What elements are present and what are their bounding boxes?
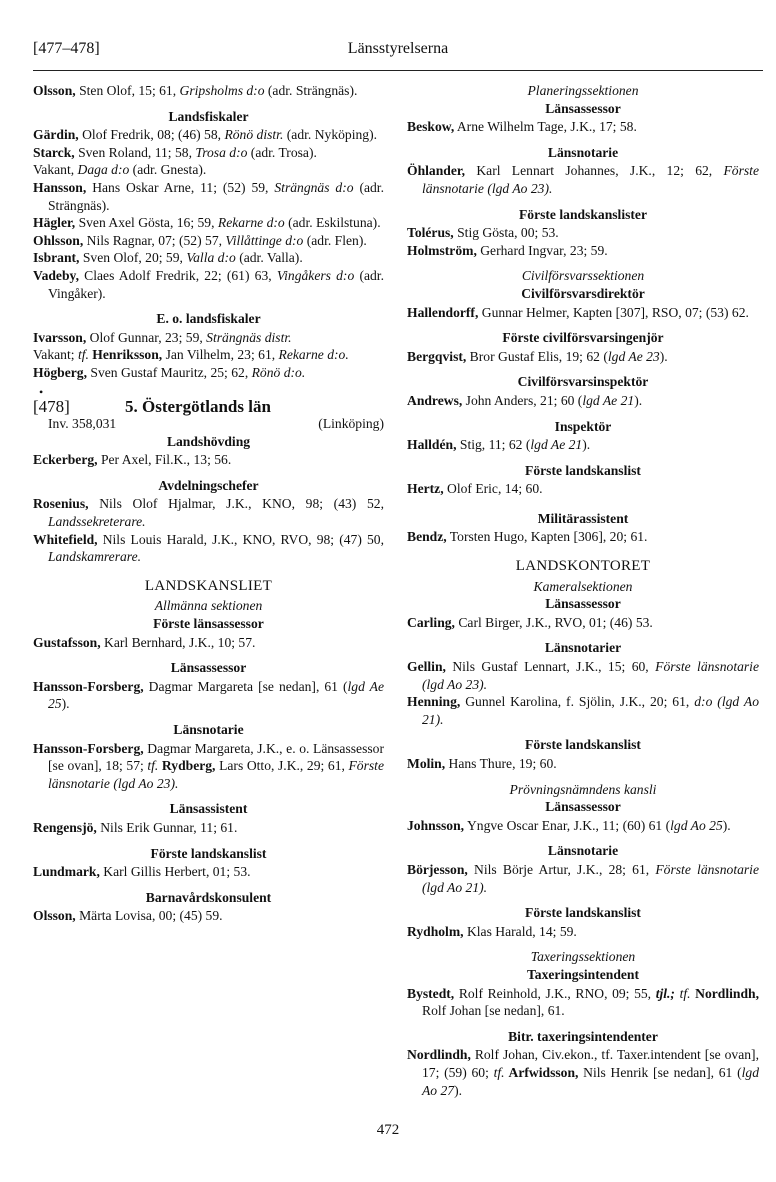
heading: Landsfiskaler [168, 108, 249, 124]
heading: Länsassessor [545, 799, 621, 815]
entry: Öhlander, Karl Lennart Johannes, J.K., 12; 62, Förste länsnotarie (lgd Ao 23). [407, 163, 759, 196]
entry: Andrews, John Anders, 21; 60 (lgd Ae 21). [407, 392, 643, 408]
county-number: [478] [33, 396, 70, 416]
heading: Militärassistent [537, 510, 629, 526]
header-rule [33, 70, 763, 71]
right-column [407, 82, 759, 1099]
entry: Carling, Carl Birger, J.K., RVO, 01; (46) 53. [407, 614, 653, 630]
subsection-title: Planeringssektionen [527, 83, 639, 98]
entry: Eckerberg, Per Axel, Fil.K., 13; 56. [33, 452, 232, 468]
heading: Förste civilförsvarsingenjör [502, 330, 664, 346]
heading: Civilförsvarsdirektör [521, 285, 645, 301]
entry: Hansson, Hans Oskar Arne, 11; (52) 59, Strängnäs d:o (adr. Strängnäs). [33, 179, 384, 213]
entry: Bergqvist, Bror Gustaf Elis, 19; 62 (lgd Ae 23). [407, 348, 668, 364]
section-title: LANDSKONTORET [515, 558, 651, 575]
entry: Halldén, Stig, 11; 62 (lgd Ae 21). [407, 437, 591, 453]
entry: Hansson-Forsberg, Dagmar Margareta, J.K., e. o. Länsassessor [se ovan], 18; 57; tf. Rydberg, Lars Otto, J.K., 29; 61, Förste länsnotarie (lgd Ao 23). [33, 740, 384, 791]
heading: Landshövding [166, 433, 251, 449]
entry: Nordlindh, Rolf Johan, Civ.ekon., tf. Taxer.intendent [se ovan], 17; (59) 60; tf. Arfwidsson, Nils Henrik [se nedan], 61 (lgd Ao 27). [407, 1047, 759, 1098]
entry: Hertz, Olof Eric, 14; 60. [407, 481, 543, 497]
entry: Holmström, Gerhard Ingvar, 23; 59. [407, 242, 608, 258]
heading: Civilförsvarsinspektör [517, 374, 649, 390]
running-title: Länsstyrelserna [347, 40, 449, 57]
entry: Börjesson, Nils Börje Artur, J.K., 28; 61, Förste länsnotarie (lgd Ao 21). [407, 861, 759, 895]
entry: Beskow, Arne Wilhelm Tage, J.K., 17; 58. [407, 119, 637, 135]
heading: E. o. landsfiskaler [156, 311, 261, 327]
heading: Förste landskanslist [525, 737, 641, 753]
entry: Starck, Sven Roland, 11; 58, Trosa d:o (adr. Trosa). [33, 144, 317, 160]
subsection-title: Taxeringssektionen [530, 949, 636, 965]
section-title: LANDSKANSLIET [144, 577, 273, 594]
entry: Lundmark, Karl Gillis Herbert, 01; 53. [33, 864, 251, 880]
heading: Förste landskanslist [150, 845, 267, 861]
page-number: 472 [376, 1122, 400, 1138]
page-range: [477–478] [33, 40, 100, 57]
page-header [33, 40, 763, 68]
entry: Vakant, Daga d:o (adr. Gnesta). [33, 162, 207, 178]
entry: Henning, Gunnel Karolina, f. Sjölin, J.K., 20; 61, d:o (lgd Ao 21). [407, 694, 760, 727]
entry: Hallendorff, Gunnar Helmer, Kapten [307], RSO, 07; (53) 62. [407, 304, 749, 320]
county-heading [33, 398, 384, 416]
entry: Olsson, Märta Lovisa, 00; (45) 59. [33, 908, 223, 924]
entry: Hägler, Sven Axel Gösta, 16; 59, Rekarne d:o (adr. Eskilstuna). [33, 215, 381, 231]
entry: Isbrant, Sven Olof, 20; 59, Valla d:o (adr. Valla). [33, 250, 303, 266]
heading: Barnavårdskonsulent [145, 889, 272, 905]
subsection-title: Kameralsektionen [533, 578, 633, 594]
subsection-title: Prövningsnämndens kansli [509, 781, 657, 797]
heading: Länsnotarie [547, 144, 619, 160]
subsection-title: Civilförsvarssektionen [521, 268, 645, 284]
entry: Johnsson, Yngve Oscar Enar, J.K., 11; (60) 61 (lgd Ao 25). [407, 817, 731, 833]
heading: Förste landskanslist [525, 462, 641, 478]
entry: Gustafsson, Karl Bernhard, J.K., 10; 57. [33, 634, 256, 650]
entry: Gellin, Nils Gustaf Lennart, J.K., 15; 60, Förste länsnotarie (lgd Ao 23). [407, 659, 759, 692]
entry: Vakant; tf. Henriksson, Jan Vilhelm, 23; 61, Rekarne d:o. [33, 347, 349, 363]
entry: Ivarsson, Olof Gunnar, 23; 59, Strängnäs distr. [33, 329, 292, 345]
county-seat: (Linköping) [318, 416, 384, 432]
entry: Högberg, Sven Gustaf Mauritz, 25; 62, Rönö d:o. [33, 364, 306, 380]
heading: Länsnotarie [173, 722, 244, 737]
entry: Vadeby, Claes Adolf Fredrik, 22; (61) 63, Vingåkers d:o (adr. Vingåker). [33, 267, 384, 301]
entry: Hansson-Forsberg, Dagmar Margareta [se nedan], 61 (lgd Ae 25). [33, 678, 384, 712]
heading: Länsassessor [545, 596, 621, 612]
entry: Rydholm, Klas Harald, 14; 59. [407, 923, 577, 939]
subsection-title: Allmänna sektionen [154, 598, 263, 614]
heading: Länsassessor [170, 660, 247, 676]
heading: Länsnotarie [547, 843, 619, 859]
heading: Förste landskanslister [518, 206, 647, 222]
heading: Länsnotarier [544, 640, 622, 656]
entry: Rosenius, Nils Olof Hjalmar, J.K., KNO, 98; (43) 52, Landssekreterare. [33, 496, 384, 530]
heading: Förste länsassessor [153, 616, 264, 632]
entry: Bystedt, Rolf Reinhold, J.K., RNO, 09; 55, tjl.; tf. Nordlindh, Rolf Johan [se nedan], 61. [407, 985, 759, 1019]
heading: Avdelningschefer [158, 477, 259, 493]
heading: Förste landskanslist [525, 905, 641, 921]
heading: Länsassessor [545, 100, 621, 116]
entry: Rengensjö, Nils Erik Gunnar, 11; 61. [33, 819, 238, 835]
entry: Whitefield, Nils Louis Harald, J.K., KNO, RVO, 98; (47) 50, Landskamrerare. [33, 531, 384, 565]
heading: Länsassistent [169, 801, 248, 817]
entry: Bendz, Torsten Hugo, Kapten [306], 20; 61. [407, 529, 648, 545]
heading: Taxeringsintendent [526, 966, 640, 982]
heading: Inspektör [554, 418, 612, 434]
entry: Ohlsson, Nils Ragnar, 07; (52) 57, Villåttinge d:o (adr. Flen). [33, 232, 367, 248]
entry: Molin, Hans Thure, 19; 60. [407, 756, 557, 771]
left-column [33, 82, 384, 925]
inhabitants: Inv. 358,031 [48, 416, 117, 432]
county-title: 5. Östergötlands län [125, 396, 271, 416]
entry: Olsson, Sten Olof, 15; 61, Gripsholms d:o (adr. Strängnäs). [33, 83, 358, 98]
entry: Gärdin, Olof Fredrik, 08; (46) 58, Rönö distr. (adr. Nyköping). [33, 127, 378, 143]
bullet-mark: • [39, 384, 44, 399]
heading: Bitr. taxeringsintendenter [508, 1028, 658, 1044]
entry: Tolérus, Stig Gösta, 00; 53. [407, 225, 559, 241]
inhabitants-row [33, 415, 384, 433]
